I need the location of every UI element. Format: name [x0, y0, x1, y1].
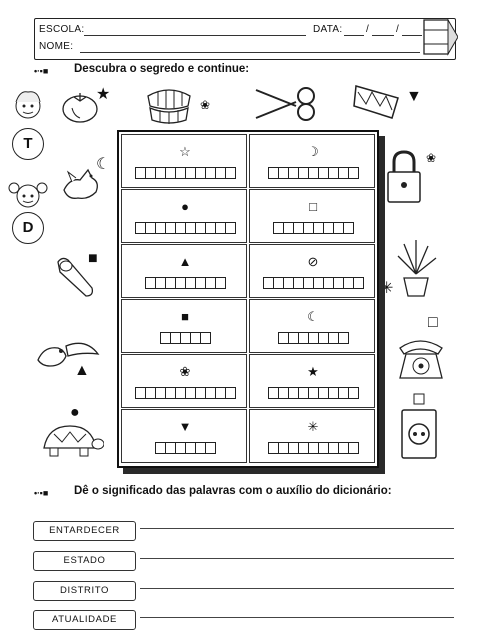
letter-t-circle: T — [12, 128, 44, 160]
grid-symbol: □ — [309, 199, 317, 214]
plant-icon — [394, 238, 440, 298]
answer-line[interactable] — [140, 528, 454, 529]
school-field[interactable] — [84, 35, 306, 36]
letter-square[interactable] — [215, 277, 226, 289]
letter-square[interactable] — [225, 167, 236, 179]
grid-cell — [249, 189, 375, 243]
grid-cell — [121, 134, 247, 188]
date-month-field[interactable] — [372, 35, 394, 36]
instruction-2: Dê o significado das palavras com o auxílio do dicionário: — [74, 485, 392, 497]
letter-square[interactable] — [348, 442, 359, 454]
scissors-icon — [252, 84, 322, 124]
grid-cell — [249, 299, 375, 353]
down-triangle-symbol: ▼ — [406, 88, 422, 105]
flower-symbol: ❀ — [426, 151, 437, 165]
asterisk-symbol: ✳ — [380, 280, 394, 297]
drum-icon — [352, 80, 404, 120]
grid-symbol: ☽ — [307, 144, 319, 159]
bullet-icon: •∙▪■ — [34, 488, 49, 498]
letter-squares — [263, 277, 363, 289]
teeth-icon — [144, 84, 194, 126]
grid-symbol: ● — [181, 199, 189, 214]
grid-symbol: ✳ — [307, 419, 319, 434]
moon-symbol: ☾ — [96, 156, 111, 173]
grid-symbol: ■ — [181, 309, 189, 324]
letter-squares — [135, 167, 235, 179]
answer-line[interactable] — [140, 558, 454, 559]
girl-face-icon — [8, 176, 48, 212]
letter-squares — [268, 167, 358, 179]
grid-symbol: ▲ — [178, 254, 192, 269]
grid-cell — [121, 354, 247, 408]
bullet-icon: •∙▪■ — [34, 66, 49, 76]
grid-cell — [249, 134, 375, 188]
turtle-icon — [36, 420, 104, 460]
word-box-estado: ESTADO — [33, 551, 136, 571]
header-box — [34, 18, 456, 60]
date-day-field[interactable] — [344, 35, 364, 36]
square-outline-symbol: □ — [428, 314, 438, 331]
letter-squares — [278, 332, 348, 344]
letter-squares — [135, 387, 235, 399]
letter-square[interactable] — [205, 442, 216, 454]
grid-cell — [249, 244, 375, 298]
letter-squares — [273, 222, 353, 234]
grid-cell — [249, 354, 375, 408]
circle-symbol: ● — [70, 404, 80, 421]
date-label: DATA: — [313, 24, 343, 35]
letter-squares — [155, 442, 215, 454]
letter-square[interactable] — [343, 222, 354, 234]
star-symbol: ★ — [96, 86, 111, 103]
word-box-distrito: DISTRITO — [33, 581, 136, 601]
grid-cell — [121, 409, 247, 463]
telephone-icon — [394, 334, 448, 382]
letter-square[interactable] — [225, 387, 236, 399]
letter-d-circle: D — [12, 212, 44, 244]
name-label: NOME: — [39, 41, 74, 52]
school-label: ESCOLA: — [39, 24, 85, 35]
toucan-icon — [34, 332, 100, 372]
grid-symbol: ▼ — [178, 419, 192, 434]
date-separator: / — [366, 24, 370, 35]
puzzle-grid — [117, 130, 379, 468]
grid-symbol: ⊘ — [307, 254, 319, 269]
letter-squares — [268, 442, 358, 454]
triangle-symbol: ▲ — [74, 362, 90, 379]
grid-symbol: ★ — [307, 364, 319, 379]
grid-cell — [121, 244, 247, 298]
grid-symbol: ❀ — [179, 364, 191, 379]
grid-symbol: ☾ — [307, 309, 319, 324]
tomato-icon — [60, 88, 100, 124]
letter-square[interactable] — [225, 222, 236, 234]
letter-squares — [145, 277, 225, 289]
grid-symbol: ☆ — [179, 144, 191, 159]
letter-square[interactable] — [353, 277, 364, 289]
socket-icon — [400, 392, 438, 462]
word-box-entardecer: ENTARDECER — [33, 521, 136, 541]
answer-line[interactable] — [140, 617, 454, 618]
letter-squares — [268, 387, 358, 399]
flower-symbol: ❀ — [200, 98, 211, 112]
pencil-icon — [418, 14, 458, 60]
letter-square[interactable] — [348, 387, 359, 399]
letter-square[interactable] — [338, 332, 349, 344]
grid-cell — [249, 409, 375, 463]
letter-square[interactable] — [348, 167, 359, 179]
instruction-1: Descubra o segredo e continue: — [74, 63, 250, 75]
square-symbol: ■ — [88, 250, 98, 267]
boy-face-icon — [10, 86, 46, 122]
name-field[interactable] — [80, 52, 420, 53]
word-box-atualidade: ATUALIDADE — [33, 610, 136, 630]
date-separator: / — [396, 24, 400, 35]
answer-line[interactable] — [140, 588, 454, 589]
letter-squares — [160, 332, 210, 344]
grid-cell — [121, 189, 247, 243]
grid-cell — [121, 299, 247, 353]
padlock-icon — [384, 148, 426, 206]
letter-squares — [135, 222, 235, 234]
letter-square[interactable] — [200, 332, 211, 344]
